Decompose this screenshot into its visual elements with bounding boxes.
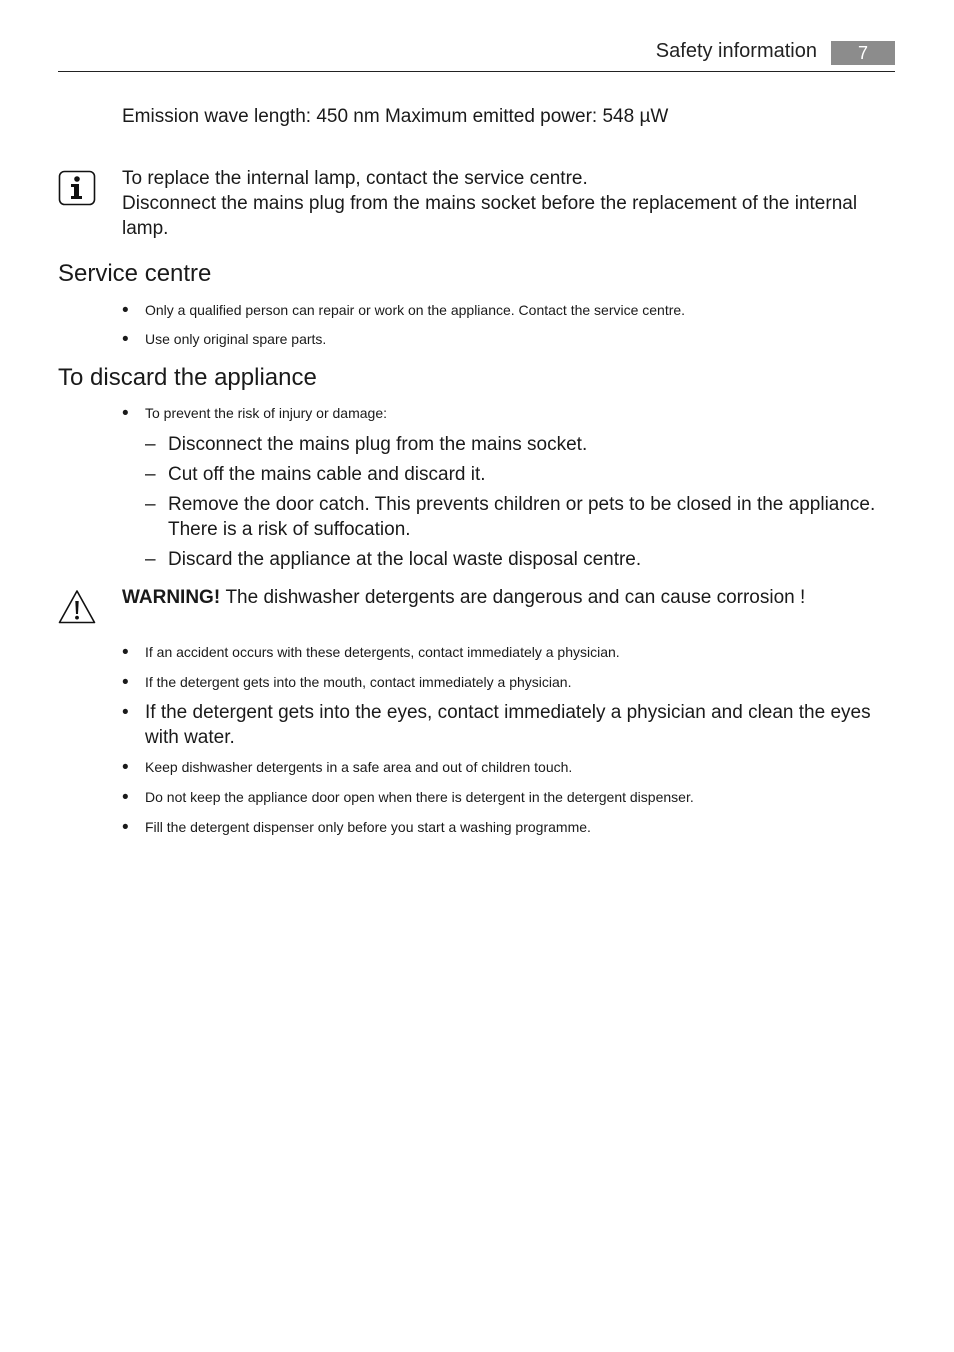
sub-list-item-text: Disconnect the mains plug from the mains socket. — [168, 434, 588, 455]
info-icon — [58, 170, 96, 206]
bullet-mark: • — [122, 787, 129, 808]
list-item-text: Keep dishwasher detergents in a safe area and out of children touch. — [145, 759, 573, 775]
header-title: Safety information — [655, 40, 817, 62]
bullet-mark: • — [122, 642, 129, 663]
discard-heading: To discard the appliance — [58, 364, 317, 391]
emission-wavelength: Emission wave length: 450 nm — [122, 106, 380, 127]
list-item-text: If the detergent gets into the mouth, contact immediately a physician. — [145, 674, 572, 690]
dash-mark: – — [145, 434, 156, 455]
emission-info — [122, 104, 882, 129]
warning-title: WARNING! — [122, 587, 221, 608]
service-centre-heading: Service centre — [58, 260, 212, 287]
bullet-mark: • — [122, 672, 129, 693]
info-note-line: To replace the internal lamp, contact the service centre. — [122, 168, 588, 189]
warning-header — [122, 585, 882, 610]
list-item-text: with water. — [145, 727, 235, 748]
page-number: 7 — [831, 41, 895, 65]
list-item-text: If an accident occurs with these detergents, contact immediately a physician. — [145, 644, 620, 660]
warning-lead: The dishwasher detergents are dangerous and can cause corrosion ! — [225, 587, 806, 608]
info-note — [122, 166, 882, 241]
list-item-text: Do not keep the appliance door open when there is detergent in the detergent dispenser. — [145, 789, 694, 805]
emission-power: Maximum emitted power: 548 µW — [384, 106, 669, 127]
bullet-mark: • — [122, 403, 129, 424]
bullet-mark: • — [122, 329, 129, 350]
bullet-mark: • — [122, 817, 129, 838]
sub-list-item-text: There is a risk of suffocation. — [168, 519, 411, 540]
page-header — [58, 38, 895, 72]
bullet-mark: • — [122, 702, 129, 723]
list-item-text: If the detergent gets into the eyes, contact immediately a physician and clean the eyes — [145, 702, 871, 723]
warning-icon — [58, 589, 96, 625]
info-note-line: lamp. — [122, 218, 169, 239]
list-item-text: To prevent the risk of injury or damage: — [145, 405, 388, 421]
dash-mark: – — [145, 464, 156, 485]
dash-mark: – — [145, 494, 156, 515]
sub-list-item-text: Remove the door catch. This prevents children or pets to be closed in the appliance. — [168, 494, 876, 515]
sub-list-item-text: Cut off the mains cable and discard it. — [168, 464, 486, 485]
list-item-text: Only a qualified person can repair or work on the appliance. Contact the service centre. — [145, 302, 686, 318]
list-item-text: Use only original spare parts. — [145, 331, 327, 347]
sub-list-item-text: Discard the appliance at the local waste disposal centre. — [168, 549, 642, 570]
list-item-text: Fill the detergent dispenser only before you start a washing programme. — [145, 819, 591, 835]
info-note-line: Disconnect the mains plug from the mains socket before the replacement of the internal — [122, 193, 858, 214]
bullet-mark: • — [122, 300, 129, 321]
bullet-mark: • — [122, 757, 129, 778]
dash-mark: – — [145, 549, 156, 570]
